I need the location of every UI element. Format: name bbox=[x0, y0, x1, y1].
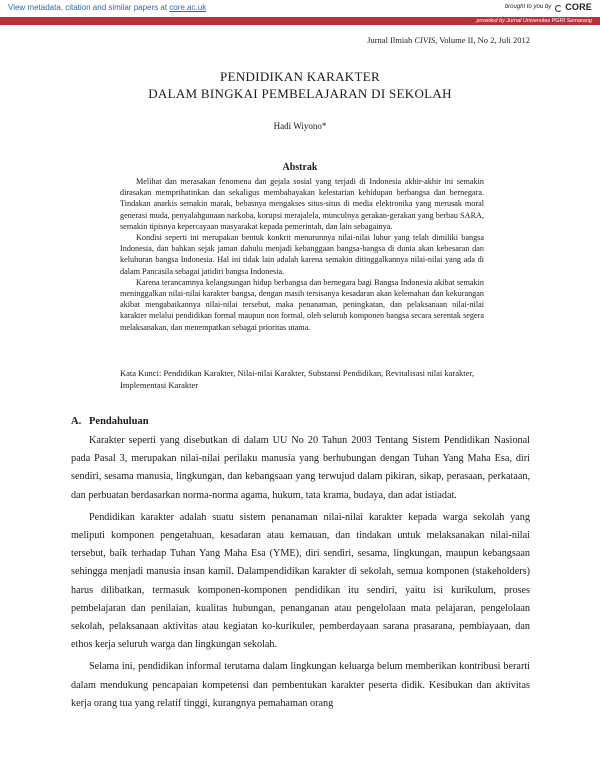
brought-by-text: brought to you by bbox=[504, 4, 552, 10]
section-number: A. bbox=[71, 416, 82, 427]
section-title: Pendahuluan bbox=[89, 416, 149, 427]
keywords bbox=[120, 368, 484, 391]
body-paragraph: Pendidikan karakter adalah suatu sistem penanaman nilai-nilai karakter kepada warga sekolah yang meliputi komponen pengetahuan, kesadaran atau kemauan, dan tindakan untuk melaksanakan nilai-nilai tersebut, baik terhadap Tuhan Yang Maha Esa (YME), diri sendiri, sesama, lingkungan, maupun kebangsaan sehingga menjadi manusia insan kamil. Dalampendidikan karakter di sekolah, semua komponen (stakeholders) harus dilibatkan, termasuk komponen-komponen pendidikan itu sendiri, yaitu isi kurikulum, proses pembelajaran dan penilaian, kualitas hubungan, penanganan atau pengelolaan mata pelajaran, pengelolaan sekolah, pelaksanaan aktivitas atau kegiatan ko-kurikuler, pemberdayaan sarana prasarana, pembiayaan, dan ethos kerja seluruh warga dan lingkungan sekolah. bbox=[71, 511, 530, 651]
body-text bbox=[71, 432, 530, 717]
core-logo: CORE bbox=[565, 2, 592, 12]
metadata-notice bbox=[8, 3, 206, 12]
keywords-label: Kata Kunci: bbox=[120, 368, 164, 378]
provided-by-text: provided by Jurnal Universitas PGRI Semarang bbox=[476, 18, 592, 24]
body-paragraph: Selama ini, pendidikan informal terutama dalam lingkungan keluarga belum memberikan kontribusi berarti dalam mendukung pencapaian kompetensi dan pembentukan karakter peserta didik. Kesibukan dan aktivitas kerja orang tua yang relatif tinggi, kurangnya pemahaman orang bbox=[71, 661, 530, 709]
author: Hadi Wiyono* bbox=[273, 121, 327, 131]
abstract-paragraph: Karena terancamnya kelangsungan hidup berbangsa dan bernegara bagi Bangsa Indonesia akibat semakin meninggalkan nilai-nilai karakter bangsa, dengan masih tersisanya kesadaran akan kelemahan dan kekurangan akibat mengabaikannya nilai-nilai tersebut, maka penanaman, peningkatan, dan pelaksanaan nilai-nilai karakter melalui pendidikan formal maupun non formal, oleh seluruh komponen bangsa secara serentak segera melaksanakan, dan menempatkan sebagai prioritas utama. bbox=[120, 277, 484, 332]
abstract-paragraph: Kondisi seperti ini merupakan bentuk konkrit menurunnya nilai-nilai luhur yang telah dimiliki bangsa Indonesia, dan bahkan sejak jaman dahulu menjadi kebanggaan bangsa-bangsa di dunia akan kebesaran dan keluhuran bangsa Indonesia. Hal ini tidak lain adalah karena semakin ditinggalkannya nilai-nilai yang ada di dalam Pancasila sebagai jatidiri bangsa Indonesia. bbox=[120, 233, 484, 276]
journal-volume: , Volume II, No 2, Juli 2012 bbox=[435, 35, 530, 45]
brought-to-you[interactable] bbox=[505, 2, 592, 12]
journal-name: CIVIS bbox=[414, 35, 436, 45]
metadata-text: View metadata, citation and similar papers at bbox=[8, 3, 170, 12]
abstract-heading: Abstrak bbox=[282, 162, 318, 173]
core-logo-icon bbox=[554, 3, 562, 11]
core-header-bar bbox=[0, 0, 600, 17]
section-heading bbox=[71, 416, 149, 427]
abstract-body bbox=[120, 176, 484, 333]
abstract-paragraph: Melihat dan merasakan fenomena dan gejala sosial yang terjadi di Indonesia akhir-akhir ini semakin dirasakan memprihatinkan dan sekaligus membahayakan kelestarian kehidupan berbangsa dan bernegara. Tindakan anarkis semakin marak, bebasnya mengakses situs-situs di media elektronika yang merusak moral generasi muda, penyalahgunaan narkoba, korupsi merajalela, munculnya gerakan-gerakan yang berbau SARA, semakin tipisnya kepercayaan masyarakat kepada pemerintah, dan lain sebagainya. bbox=[120, 177, 484, 231]
body-paragraph: Karakter seperti yang disebutkan di dalam UU No 20 Tahun 2003 Tentang Sistem Pendidikan Nasional pada Pasal 3, merupakan nilai-nilai perilaku manusia yang berhubungan dengan Tuhan Yang Maha Esa, diri sendiri, sesama manusia, lingkungan, dan kebangsaan yang terwujud dalam pikiran, sikap, perasaan, perkataan, dan perbuatan berdasarkan norma-norma agama, hukum, tata krama, budaya, dan adat istiadat. bbox=[71, 435, 530, 501]
paper-title-line-1: PENDIDIKAN KARAKTER bbox=[220, 69, 380, 84]
core-link[interactable]: core.ac.uk bbox=[169, 3, 207, 12]
journal-header bbox=[367, 35, 530, 45]
keywords-text: Pendidikan Karakter, Nilai-nilai Karakter, Substansi Pendidikan, Revitalisasi nilai karakter, Implementasi Karakter bbox=[120, 368, 474, 390]
paper-title-line-2: DALAM BINGKAI PEMBELAJARAN DI SEKOLAH bbox=[148, 86, 452, 101]
journal-prefix: Jurnal Ilmiah bbox=[367, 35, 415, 45]
provider-bar bbox=[0, 17, 600, 25]
